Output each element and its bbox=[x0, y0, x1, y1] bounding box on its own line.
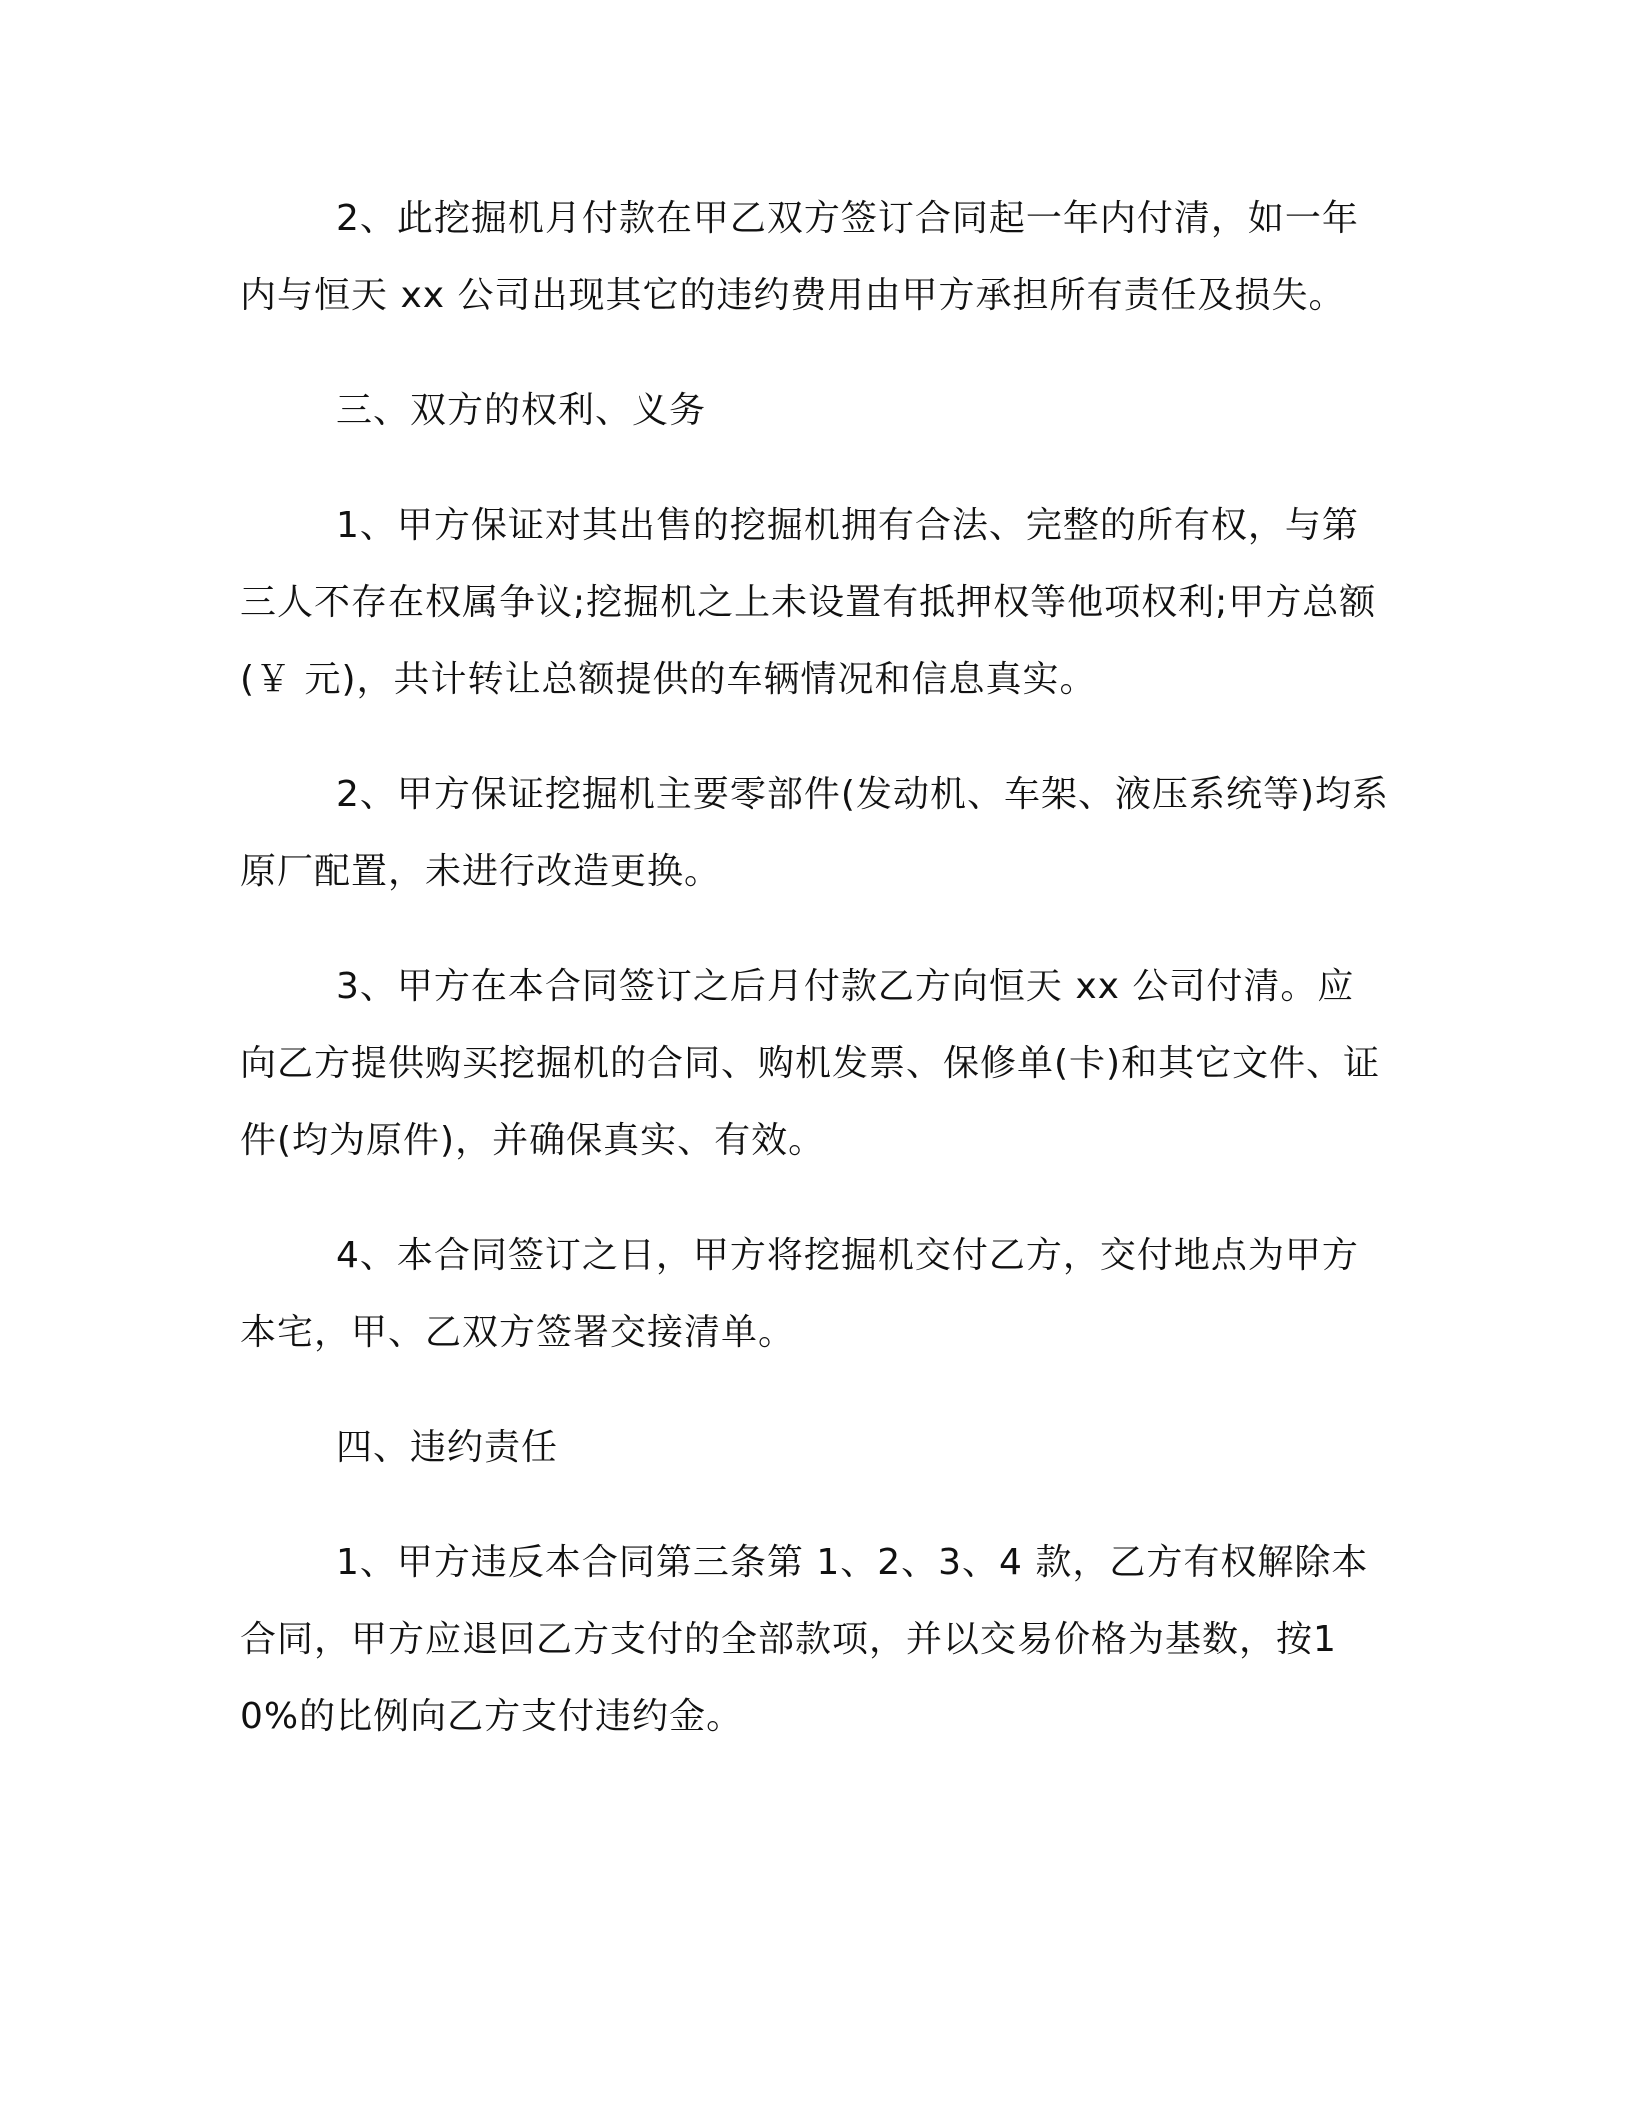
clause-3-4-paragraph: 4、本合同签订之日，甲方将挖掘机交付乙方，交付地点为甲方本宅，甲、乙双方签署交接清单。 bbox=[240, 1235, 1359, 1353]
clause-3-3-paragraph: 3、甲方在本合同签订之后月付款乙方向恒天 xx 公司付清。应向乙方提供购买挖掘机的合同、购机发票、保修单(卡)和其它文件、证件(均为原件)，并确保真实、有效。 bbox=[240, 966, 1381, 1161]
clause-3-1-paragraph: 1、甲方保证对其出售的挖掘机拥有合法、完整的所有权，与第三人不存在权属争议;挖掘机之上未设置有抵押权等他项权利;甲方总额(￥ 元)，共计转让总额提供的车辆情况和信息真实。 bbox=[240, 505, 1377, 700]
clause-4-1-paragraph: 1、甲方违反本合同第三条第 1、2、3、4 款，乙方有权解除本合同，甲方应退回乙方支付的全部款项，并以交易价格为基数，按10%的比例向乙方支付违约金。 bbox=[240, 1542, 1369, 1737]
section-4-heading: 四、违约责任 bbox=[336, 1427, 559, 1468]
section-3-heading: 三、双方的权利、义务 bbox=[336, 390, 707, 431]
clause-2-2-paragraph: 2、此挖掘机月付款在甲乙双方签订合同起一年内付清，如一年内与恒天 xx 公司出现其它的违约费用由甲方承担所有责任及损失。 bbox=[240, 198, 1359, 316]
clause-3-2-paragraph: 2、甲方保证挖掘机主要零部件(发动机、车架、液压系统等)均系原厂配置，未进行改造更换。 bbox=[240, 774, 1389, 892]
document-body bbox=[240, 180, 1390, 1793]
